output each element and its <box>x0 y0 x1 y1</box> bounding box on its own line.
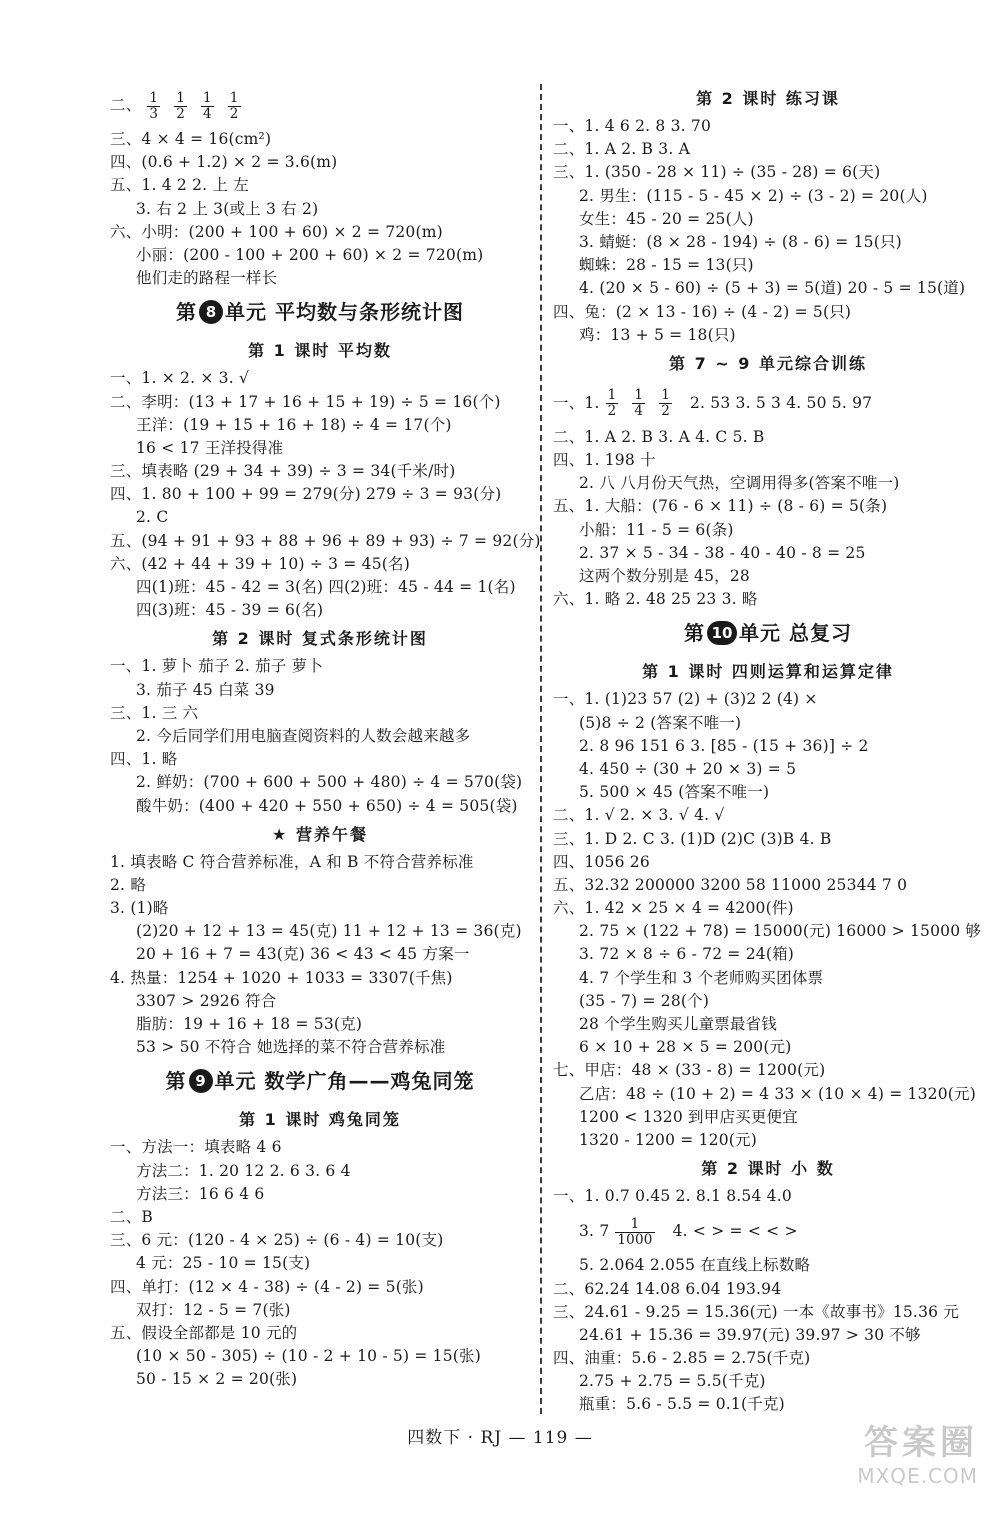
unit-title-prefix: 第 <box>684 621 706 646</box>
fraction <box>632 388 645 419</box>
watermark-url: MXQE.COM <box>857 1464 978 1488</box>
lesson-title: 第 1 课时 鸡兔同笼 <box>239 1110 401 1130</box>
answer-line: 乙店：48 ÷ (10 + 2) = 4 33 × (10 × 4) = 1320(元) <box>579 1084 976 1103</box>
answer-line: 2. C <box>136 508 169 527</box>
answer-line: 2. 八 八月份天气热，空调用得多(答案不唯一) <box>579 474 900 493</box>
answer-line: 四、兔：(2 × 13 - 16) ÷ (4 - 2) = 5(只) <box>553 302 852 321</box>
unit-title-text: 单元 平均数与条形统计图 <box>225 300 464 325</box>
answer-line: 50 - 15 × 2 = 20(张) <box>136 1370 298 1389</box>
fraction <box>606 388 619 419</box>
fraction-denominator: 1000 <box>617 1231 653 1248</box>
answer-line: 三、1. D 2. C 3. (1)D (2)C (3)B 4. B <box>553 829 832 848</box>
answer-line: 酸牛奶：(400 + 420 + 550 + 650) ÷ 4 = 505(袋) <box>136 796 518 815</box>
answer-line: 一、1. 萝卜 茄子 2. 茄子 萝卜 <box>110 657 324 676</box>
lesson-title: 第 1 课时 四则运算和运算定律 <box>642 662 894 682</box>
answer-line: 2. 男生：(115 - 5 - 45 × 2) ÷ (3 - 2) = 20(人) <box>579 186 928 205</box>
answer-line: 5. 2.064 2.055 在直线上标数略 <box>579 1256 811 1275</box>
fraction-answer-line <box>110 82 530 128</box>
lesson-title: 第 1 课时 平均数 <box>248 341 392 361</box>
fraction-denominator: 2 <box>661 403 670 420</box>
answer-line: 四、油重：5.6 - 2.85 = 2.75(千克) <box>553 1349 811 1368</box>
fraction-answer-line <box>553 380 983 426</box>
answer-line: 3. 72 × 8 ÷ 6 - 72 = 24(箱) <box>579 945 795 964</box>
lesson-title: 第 2 课时 小 数 <box>701 1159 835 1179</box>
answer-line: 方法二：1. 20 12 2. 6 3. 6 4 <box>136 1161 351 1180</box>
answer-line: 蜘蛛：28 - 15 = 13(只) <box>579 256 754 275</box>
answer-line: 二、1. A 2. B 3. A 4. C 5. B <box>553 427 765 446</box>
page-footer: 四数下 · RJ — 119 — <box>407 1428 593 1448</box>
fraction-numerator: 1 <box>176 89 185 106</box>
watermark-text: 答案圈 <box>864 1423 978 1463</box>
answer-line: 五、1. 大船：(76 - 6 × 11) ÷ (8 - 6) = 5(条) <box>553 497 888 516</box>
answer-line: 2. 37 × 5 - 34 - 38 - 40 - 40 - 8 = 25 <box>579 543 866 562</box>
answer-list <box>110 655 530 817</box>
answer-line: 脂肪：19 + 16 + 18 = 53(克) <box>136 1015 363 1033</box>
answer-line: 4 元：25 - 10 = 15(支) <box>136 1254 311 1273</box>
fraction <box>615 1217 654 1248</box>
answer-line: 一、1. 0.7 0.45 2. 8.1 8.54 4.0 <box>553 1187 792 1206</box>
answer-line: 3. (1)略 <box>110 899 169 918</box>
answer-line: 女生：45 - 20 = 25(人) <box>579 209 754 228</box>
answer-line: 五、(94 + 91 + 93 + 88 + 96 + 89 + 93) ÷ 7 = 92(分) <box>110 531 541 550</box>
answer-list <box>110 367 541 622</box>
fraction-numerator: 1 <box>634 387 644 404</box>
answer-suffix: 2. 53 3. 5 3 4. 50 5. 97 <box>689 393 873 412</box>
answer-line: 二、B <box>110 1207 153 1226</box>
fraction <box>228 91 241 122</box>
fraction-numerator: 1 <box>229 89 239 106</box>
answer-line: 五、32.32 200000 3200 58 11000 25344 7 0 <box>553 875 908 894</box>
fraction-denominator: 2 <box>607 403 617 420</box>
answer-line: 1200 < 1320 到甲店买更便宜 <box>579 1107 798 1126</box>
answer-line: 六、小明：(200 + 100 + 60) × 2 = 720(m) <box>110 222 443 241</box>
lesson-title: 第 7 ~ 9 单元综合训练 <box>669 353 867 373</box>
unit-title-text: 单元 总复习 <box>739 621 852 646</box>
answer-line: 六、1. 略 2. 48 25 23 3. 略 <box>553 590 758 609</box>
answer-line: 小船：11 - 5 = 6(条) <box>579 520 734 539</box>
answer-prefix: 3. 7 <box>579 1222 610 1241</box>
answer-line: (35 - 7) = 28(个) <box>579 991 710 1010</box>
unit-number-badge: 9 <box>189 1069 213 1093</box>
answer-line: 三、6 元：(120 - 4 × 25) ÷ (6 - 4) = 10(支) <box>110 1231 444 1250</box>
answer-line: 2.75 + 2.75 = 5.5(千克) <box>579 1372 766 1391</box>
answer-line: 2. 8 96 151 6 3. [85 - (15 + 36)] ÷ 2 <box>579 736 869 755</box>
answer-line: 小丽：(200 - 100 + 200 + 60) × 2 = 720(m) <box>136 245 484 264</box>
answer-line: 三、1. (350 - 28 × 11) ÷ (35 - 28) = 6(天) <box>553 163 881 182</box>
left-column <box>110 82 541 1391</box>
answer-line: 一、1. (1)23 57 (2) + (3)2 2 (4) × <box>553 690 818 709</box>
answer-line: 3. 茄子 45 白菜 39 <box>136 680 275 699</box>
answer-line: 四、(0.6 + 1.2) × 2 = 3.6(m) <box>110 153 338 172</box>
answer-line: 这两个数分别是 45，28 <box>579 567 750 585</box>
fraction-numerator: 1 <box>607 387 617 404</box>
answer-line: 方法三：16 6 4 6 <box>136 1184 265 1203</box>
answer-line: 五、1. 4 2 2. 上 左 <box>110 176 249 195</box>
unit-number-badge: 10 <box>707 621 737 645</box>
answer-line: 四、1. 略 <box>110 750 178 769</box>
fraction-denominator: 2 <box>229 105 239 122</box>
answer-line: 三、4 × 4 = 16(cm²) <box>110 130 272 148</box>
answer-line: 二、1. A 2. B 3. A <box>553 140 690 159</box>
answer-list <box>553 688 983 1152</box>
answer-line: 53 > 50 不符合 她选择的菜不符合营养标准 <box>136 1038 446 1057</box>
answer-line: 2. 今后同学们用电脑查阅资料的人数会越来越多 <box>136 726 471 745</box>
answer-line: 二、1. √ 2. × 3. √ 4. √ <box>553 806 725 825</box>
answer-line: 28 个学生购买儿童票最省钱 <box>579 1015 777 1033</box>
answer-list <box>553 426 983 612</box>
answer-line: (10 × 50 - 305) ÷ (10 - 2 + 10 - 5) = 15(张) <box>136 1347 481 1366</box>
answer-line: 20 + 16 + 7 = 43(克) 36 < 43 < 45 方案一 <box>136 945 470 964</box>
answer-list <box>110 1136 530 1391</box>
answer-line: 3. 右 2 上 3(或上 3 右 2) <box>136 199 319 218</box>
fraction-denominator: 3 <box>149 105 159 122</box>
fraction-denominator: 4 <box>634 403 644 420</box>
answer-line: 二、62.24 14.08 6.04 193.94 <box>553 1279 782 1298</box>
answer-line: 4. 450 ÷ (30 + 20 × 3) = 5 <box>579 759 797 778</box>
answer-line: 三、填表略 (29 + 34 + 39) ÷ 3 = 34(千米/时) <box>110 462 456 481</box>
answer-list <box>110 128 530 290</box>
unit-number-badge: 8 <box>199 300 223 324</box>
unit-title-prefix: 第 <box>165 1069 187 1094</box>
fraction-denominator: 2 <box>176 105 185 122</box>
answer-line: 三、24.61 - 9.25 = 15.36(元) 一本《故事书》15.36 元 <box>553 1302 960 1321</box>
answer-suffix: 4. < > = < < > <box>672 1222 798 1241</box>
unit-title-prefix: 第 <box>176 300 198 325</box>
answer-line: 四、1. 80 + 100 + 99 = 279(分) 279 ÷ 3 = 93(分) <box>110 485 502 504</box>
answer-prefix: 二、 <box>110 96 142 114</box>
column-divider <box>540 84 542 1414</box>
answer-line: 鸡：13 + 5 = 18(只) <box>579 325 736 344</box>
answer-line: 1320 - 1200 = 120(元) <box>579 1130 758 1149</box>
answer-line: 5. 500 × 45 (答案不唯一) <box>579 783 770 802</box>
answer-line: 瓶重：5.6 - 5.5 = 0.1(千克) <box>579 1395 785 1414</box>
answer-list <box>553 115 983 347</box>
answer-line: 一、1. × 2. × 3. √ <box>110 369 250 388</box>
fraction-answer-line <box>553 1208 983 1254</box>
answer-list <box>110 851 530 1060</box>
answer-line: (2)20 + 12 + 13 = 45(克) 11 + 12 + 13 = 36(克) <box>136 922 522 941</box>
answer-line: 七、甲店：48 × (33 - 8) = 1200(元) <box>553 1061 826 1080</box>
fraction-numerator: 1 <box>149 89 159 106</box>
answer-line: 二、李明：(13 + 17 + 16 + 15 + 19) ÷ 5 = 16(个) <box>110 392 501 411</box>
answer-line: 1. 填表略 C 符合营养标准，A 和 B 不符合营养标准 <box>110 852 474 871</box>
answer-prefix: 一、1. <box>553 393 600 412</box>
answer-line: 6 × 10 + 28 × 5 = 200(元) <box>579 1038 792 1057</box>
watermark-logo <box>798 1422 978 1502</box>
answer-line: 四、单打：(12 × 4 - 38) ÷ (4 - 2) = 5(张) <box>110 1277 424 1296</box>
unit-10-title <box>553 611 983 655</box>
lesson-title: ★ 营养午餐 <box>272 824 368 844</box>
answer-line: (5)8 ÷ 2 (答案不唯一) <box>579 713 742 732</box>
answer-line: 2. 鲜奶：(700 + 600 + 500 + 480) ÷ 4 = 570(袋) <box>136 773 523 792</box>
answer-line: 4. 热量：1254 + 1020 + 1033 = 3307(千焦) <box>110 968 453 987</box>
answer-line: 24.61 + 15.36 = 39.97(元) 39.97 > 30 不够 <box>579 1325 921 1344</box>
answer-line: 四(1)班：45 - 42 = 3(名) 四(2)班：45 - 44 = 1(名) <box>136 578 516 596</box>
answer-list <box>553 1254 983 1416</box>
answer-line: 五、假设全部都是 10 元的 <box>110 1323 298 1342</box>
answer-line: 三、1. 三 六 <box>110 703 199 722</box>
fraction <box>659 388 672 419</box>
fraction <box>174 91 187 122</box>
unit-8-title <box>110 290 530 334</box>
unit-title-text: 单元 数学广角——鸡兔同笼 <box>214 1069 475 1094</box>
fraction-numerator: 1 <box>615 1217 654 1233</box>
answer-line: 双打：12 - 5 = 7(张) <box>136 1300 291 1319</box>
answer-line: 四、1056 26 <box>553 852 650 871</box>
answer-line: 四(3)班：45 - 39 = 6(名) <box>136 601 324 620</box>
answer-line: 一、1. 4 6 2. 8 3. 70 <box>553 117 712 135</box>
answer-line: 王洋：(19 + 15 + 16 + 18) ÷ 4 = 17(个) <box>136 415 452 434</box>
fraction-numerator: 1 <box>203 89 212 106</box>
answer-line: 4. (20 × 5 - 60) ÷ (5 + 3) = 5(道) 20 - 5 = 15(道) <box>579 279 966 298</box>
fraction <box>147 91 160 122</box>
unit-9-title <box>110 1059 530 1103</box>
answer-line: 一、方法一：填表略 4 6 <box>110 1138 282 1157</box>
answer-line: 16 < 17 王洋投得准 <box>136 438 284 457</box>
lesson-title: 第 2 课时 练习课 <box>696 89 840 108</box>
fraction <box>201 91 214 122</box>
lesson-title: 第 2 课时 复式条形统计图 <box>212 629 428 649</box>
answer-line: 四、1. 198 十 <box>553 451 656 470</box>
right-column <box>553 82 983 1417</box>
fraction-numerator: 1 <box>661 387 670 404</box>
answer-line: 他们走的路程一样长 <box>136 269 278 288</box>
fraction-denominator: 4 <box>203 105 212 122</box>
answer-line: 3307 > 2926 符合 <box>136 991 277 1010</box>
answer-line: 六、(42 + 44 + 39 + 10) ÷ 3 = 45(名) <box>110 554 410 573</box>
left-top-block <box>110 82 530 290</box>
answer-line: 3. 蜻蜓：(8 × 28 - 194) ÷ (8 - 6) = 15(只) <box>579 232 902 251</box>
answer-line: 4. 7 个学生和 3 个老师购买团体票 <box>579 968 824 987</box>
answer-line: 2. 略 <box>110 875 147 894</box>
answer-line: 2. 75 × (122 + 78) = 15000(元) 16000 > 15000 够 <box>579 922 982 941</box>
answer-line: 六、1. 42 × 25 × 4 = 4200(件) <box>553 899 794 918</box>
